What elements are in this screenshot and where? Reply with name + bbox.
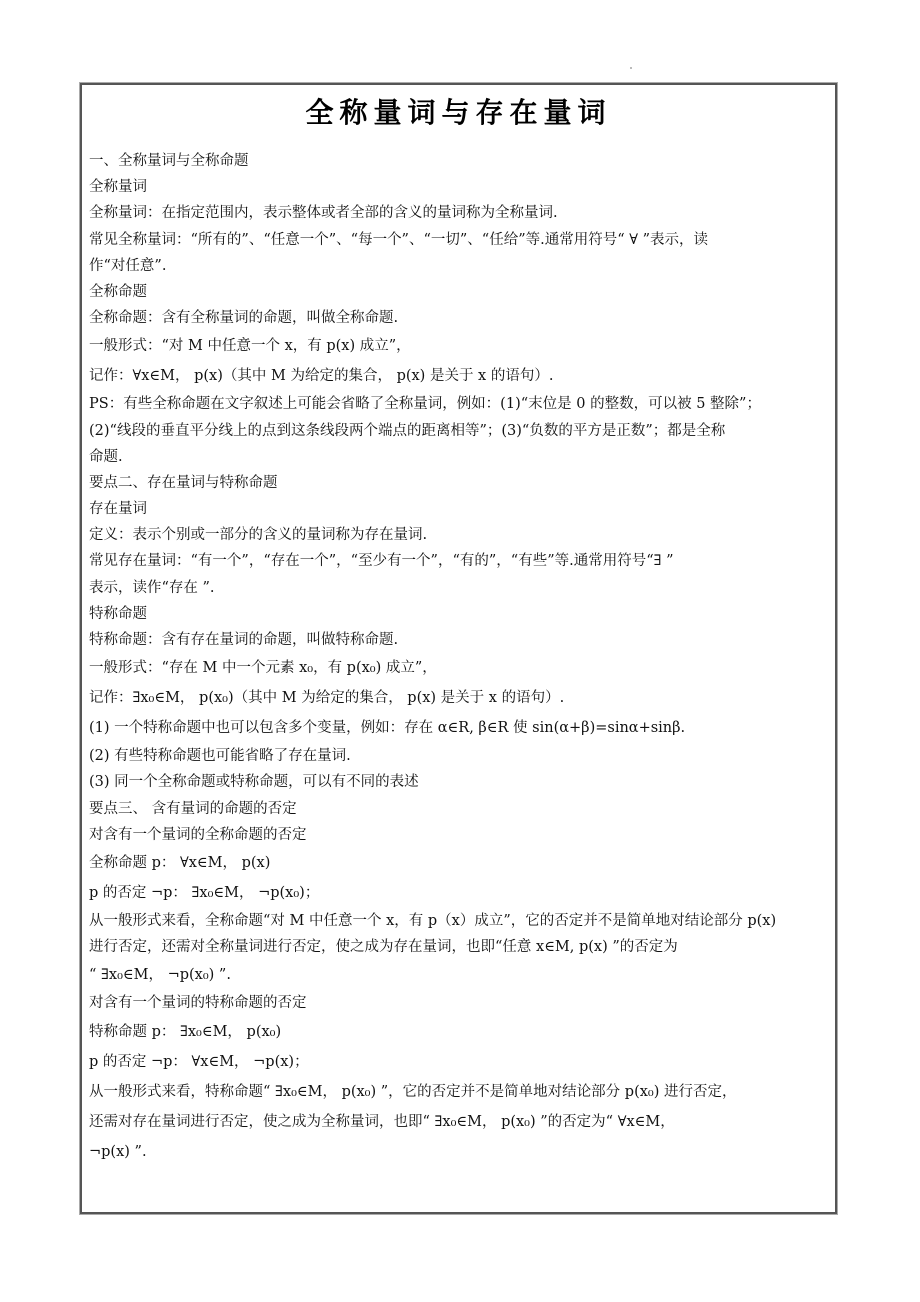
subheading-existential-negation: 对含有一个量词的特称命题的否定 <box>89 995 307 1012</box>
subheading-existential-quantifier: 存在量词 <box>89 501 147 518</box>
document-body <box>89 148 827 1167</box>
subheading-universal-proposition: 全称命题 <box>89 283 147 300</box>
formula-line: (1) 一个特称命题中也可以包含多个变量，例如：存在 α∈R, β∈R 使 sin(α+β)=sinα+sinβ. <box>89 720 686 737</box>
subheading-universal-negation: 对含有一个量词的全称命题的否定 <box>89 826 307 843</box>
paragraph: 表示，读作“存在 ”. <box>89 579 215 596</box>
paragraph: 定义：表示个别或一部分的含义的量词称为存在量词. <box>89 527 428 544</box>
formula-line: “ ∃x₀∈M， ¬p(x₀) ”. <box>89 967 231 984</box>
formula-line: p 的否定 ¬p： ∀x∈M， ¬p(x)； <box>89 1053 309 1070</box>
formula-line: 一般形式：“对 M 中任意一个 x，有 p(x) 成立”， <box>89 338 411 355</box>
page-mark <box>630 67 632 69</box>
subheading-existential-proposition: 特称命题 <box>89 605 147 622</box>
section-heading-2: 要点二、存在量词与特称命题 <box>89 474 278 491</box>
subheading-universal-quantifier: 全称量词 <box>89 179 147 196</box>
section-heading-3: 要点三、 含有量词的命题的否定 <box>89 800 297 817</box>
formula-line: 记作：∃x₀∈M， p(x₀)（其中 M 为给定的集合， p(x) 是关于 x 的语句）. <box>89 690 565 707</box>
formula-line: p 的否定 ¬p： ∃x₀∈M， ¬p(x₀)； <box>89 884 320 901</box>
paragraph: PS：有些全称命题在文字叙述上可能会省略了全称量词，例如：(1)“末位是 0 的整数，可以被 5 整除”； <box>89 396 761 413</box>
paragraph: (2) 有些特称命题也可能省略了存在量词. <box>89 748 351 765</box>
paragraph: 全称量词：在指定范围内，表示整体或者全部的含义的量词称为全称量词. <box>89 205 558 222</box>
formula-line: 特称命题 p： ∃x₀∈M， p(x₀) <box>89 1023 282 1040</box>
page-title: 全称量词与存在量词 <box>305 96 612 129</box>
paragraph: 进行否定，还需对全称量词进行否定，使之成为存在量词，也即“任意 x∈M, p(x) ”的否定为 <box>89 939 678 956</box>
section-heading-1: 一、全称量词与全称命题 <box>89 153 249 169</box>
paragraph: 从一般形式来看，全称命题“对 M 中任意一个 x，有 p（x）成立”，它的否定并不是简单地对结论部分 p(x) <box>89 912 777 929</box>
paragraph: (2)“线段的垂直平分线上的点到这条线段两个端点的距离相等”；(3)“负数的平方是正数”；都是全称 <box>89 422 726 439</box>
paragraph: 常见全称量词：“所有的”、“任意一个”、“每一个”、“一切”、“任给”等.通常用符号“ ∀ ”表示，读 <box>89 231 709 248</box>
paragraph: (3) 同一个全称命题或特称命题，可以有不同的表述 <box>89 774 419 791</box>
formula-line: 记作：∀x∈M， p(x)（其中 M 为给定的集合， p(x) 是关于 x 的语句）. <box>89 368 554 385</box>
paragraph: 常见存在量词：“有一个”，“存在一个”，“至少有一个”，“有的”，“有些”等.通常用符号“∃ ” <box>89 553 674 570</box>
paragraph: 还需对存在量词进行否定，使之成为全称量词，也即“ ∃x₀∈M， p(x₀) ”的否定为“ ∀x∈M， <box>89 1113 675 1130</box>
paragraph: 全称命题：含有全称量词的命题，叫做全称命题. <box>89 310 399 327</box>
document-frame <box>80 83 837 1214</box>
paragraph: 特称命题：含有存在量词的命题，叫做特称命题. <box>89 632 399 648</box>
paragraph: 作“对任意”. <box>89 257 167 274</box>
formula-line: 一般形式：“存在 M 中一个元素 x₀，有 p(x₀) 成立”， <box>89 660 437 677</box>
paragraph: ¬p(x) ”. <box>89 1143 147 1160</box>
formula-line: 全称命题 p： ∀x∈M， p(x) <box>89 854 271 871</box>
paragraph: 从一般形式来看，特称命题“ ∃x₀∈M， p(x₀) ”，它的否定并不是简单地对结论部分 p(x₀) 进行否定， <box>89 1083 737 1100</box>
paragraph: 命题. <box>89 448 123 465</box>
